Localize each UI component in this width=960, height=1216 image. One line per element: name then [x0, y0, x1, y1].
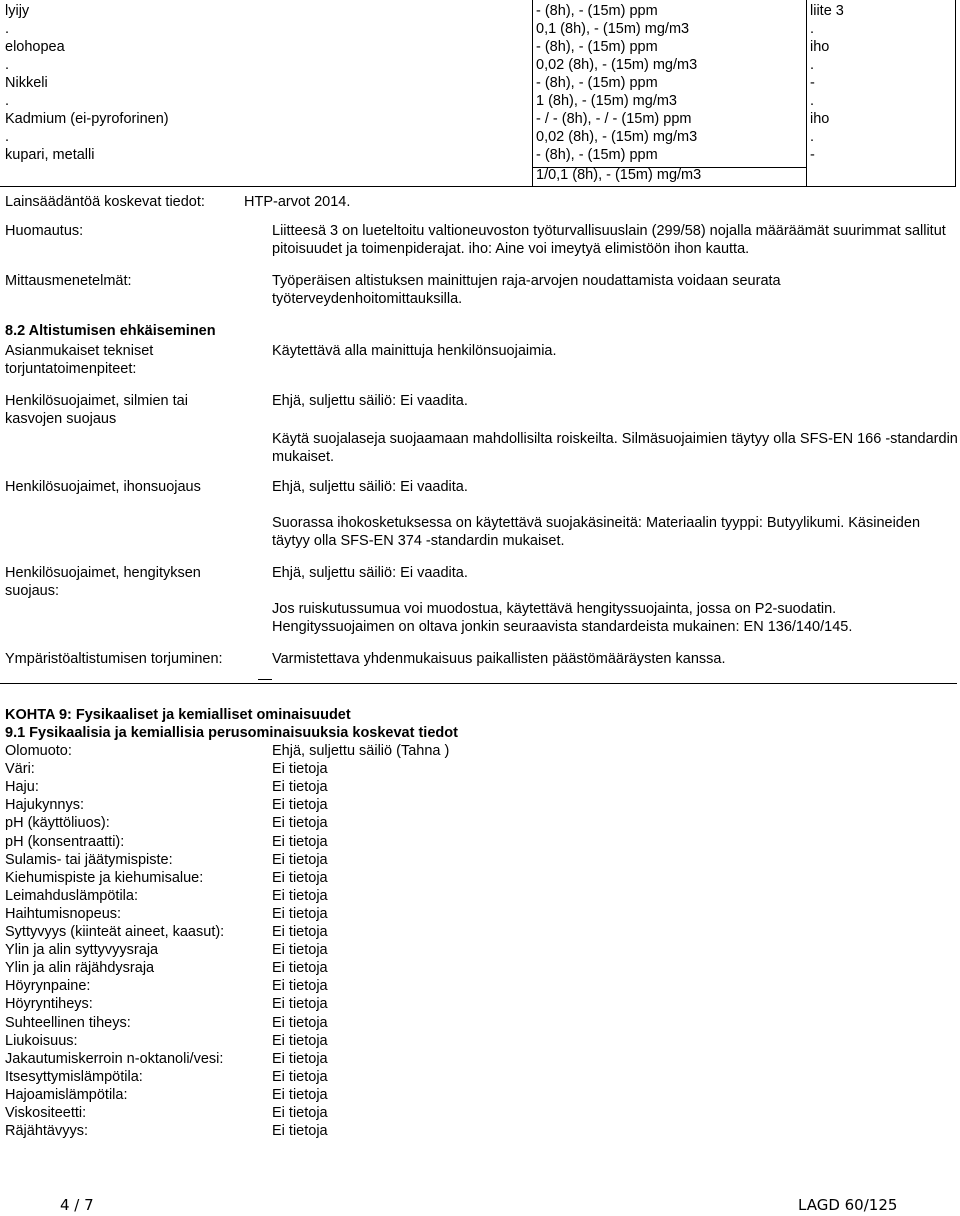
table-divider	[806, 0, 807, 186]
respiratory-protection-text-2: Jos ruiskutussumua voi muodostua, käytettävä hengityssuojainta, jossa on P2-suodatin. Hengityssuojaimen on oltava jonkin seuraavista standardeista mukainen: EN 136/140/145.	[272, 601, 853, 635]
property-value: Ei tietoja	[272, 761, 328, 778]
section-8-2-heading: 8.2 Altistumisen ehkäiseminen	[5, 323, 216, 339]
property-value: Ei tietoja	[272, 779, 328, 796]
property-label: Räjähtävyys:	[5, 1123, 89, 1140]
property-value: Ei tietoja	[272, 869, 328, 886]
property-label: pH (käyttöliuos):	[5, 815, 110, 832]
property-value: Ei tietoja	[272, 887, 328, 904]
limit-value: 1 (8h), - (15m) mg/m3	[536, 93, 677, 109]
limit-value: 0,02 (8h), - (15m) mg/m3	[536, 57, 698, 73]
methods-text: Työperäisen altistuksen mainittujen raja-arvojen noudattamista voidaan seurata työterveydenhoitomittauksilla.	[272, 273, 781, 307]
limit-value: - / - (8h), - / - (15m) ppm	[536, 111, 692, 127]
table-divider	[532, 0, 533, 186]
document-id: LAGD 60/125	[798, 1196, 898, 1214]
limit-note: -	[810, 75, 815, 91]
substance-name: .	[5, 93, 10, 109]
limit-note: .	[810, 21, 815, 37]
property-value: Ei tietoja	[272, 815, 328, 832]
eye-protection-text-1: Ehjä, suljettu säiliö: Ei vaadita.	[272, 393, 468, 409]
environmental-exposure-text: Varmistettava yhdenmukaisuus paikallisten päästömääräysten kanssa.	[272, 651, 726, 667]
respiratory-protection-text-1: Ehjä, suljettu säiliö: Ei vaadita.	[272, 565, 468, 581]
property-label: Hajoamislämpötila:	[5, 1086, 128, 1103]
property-value: Ehjä, suljettu säiliö (Tahna )	[272, 743, 450, 759]
substance-name: .	[5, 21, 10, 37]
property-value: Ei tietoja	[272, 851, 328, 868]
property-value: Ei tietoja	[272, 1105, 328, 1121]
limit-value: 0,02 (8h), - (15m) mg/m3	[536, 129, 698, 145]
small-divider	[258, 679, 272, 680]
property-label: Haju:	[5, 779, 39, 796]
substance-name: Kadmium (ei-pyroforinen)	[5, 111, 169, 127]
legislation-label: Lainsäädäntöä koskevat tiedot:	[5, 194, 205, 210]
limit-note: .	[810, 93, 815, 109]
limit-note: .	[810, 129, 815, 145]
property-value: Ei tietoja	[272, 1123, 328, 1140]
property-label: Haihtumisnopeus:	[5, 905, 122, 922]
technical-measures-label: Asianmukaiset tekniset torjuntatoimenpiteet:	[5, 343, 154, 377]
property-label: Olomuoto:	[5, 743, 72, 759]
limit-note: liite 3	[810, 3, 844, 19]
property-label: Sulamis- tai jäätymispiste:	[5, 851, 173, 868]
property-label: Suhteellinen tiheys:	[5, 1014, 131, 1031]
substance-name: elohopea	[5, 39, 65, 55]
section-divider	[0, 683, 957, 684]
property-value: Ei tietoja	[272, 1068, 328, 1085]
substance-name: .	[5, 57, 10, 73]
limit-value: - (8h), - (15m) ppm	[536, 147, 658, 163]
property-value: Ei tietoja	[272, 960, 328, 977]
property-label: Jakautumiskerroin n-oktanoli/vesi:	[5, 1050, 224, 1067]
limit-value: 1/0,1 (8h), - (15m) mg/m3	[536, 167, 702, 183]
notice-text: Liitteesä 3 on lueteltoitu valtioneuvoston työturvallisuuslain (299/58) nojalla määräämät suurimmat sallitut pitoisuudet ja toimenpiderajat. iho: Aine voi imeytyä elimistöön ihon kautta.	[272, 223, 946, 257]
skin-protection-text-1: Ehjä, suljettu säiliö: Ei vaadita.	[272, 479, 468, 495]
property-label: pH (konsentraatti):	[5, 833, 125, 850]
legislation-value: HTP-arvot 2014.	[244, 194, 351, 210]
limit-value: - (8h), - (15m) ppm	[536, 3, 658, 19]
limit-value: - (8h), - (15m) ppm	[536, 39, 658, 55]
property-value: Ei tietoja	[272, 905, 328, 922]
skin-protection-text-2: Suorassa ihokosketuksessa on käytettävä suojakäsineitä: Materiaalin tyyppi: Butyylikumi. Käsineiden täytyy olla SFS-EN 374 -standardin mukaiset.	[272, 515, 921, 549]
limit-note: .	[810, 57, 815, 73]
property-label: Syttyvyys (kiinteät aineet, kaasut):	[5, 924, 225, 940]
substance-name: kupari, metalli	[5, 147, 95, 163]
technical-measures-text: Käytettävä alla mainittuja henkilönsuojaimia.	[272, 343, 557, 359]
notice-label: Huomautus:	[5, 223, 84, 239]
property-value: Ei tietoja	[272, 1032, 328, 1049]
limit-note: iho	[810, 39, 830, 55]
environmental-exposure-label: Ympäristöaltistumisen torjuminen:	[5, 651, 223, 667]
property-label: Hajukynnys:	[5, 797, 84, 814]
property-value: Ei tietoja	[272, 924, 328, 940]
property-label: Viskositeetti:	[5, 1105, 87, 1121]
property-value: Ei tietoja	[272, 1086, 328, 1103]
property-label: Leimahduslämpötila:	[5, 887, 138, 904]
section-9-1-subheading: 9.1 Fysikaalisia ja kemiallisia perusominaisuuksia koskevat tiedot	[5, 725, 458, 741]
property-value: Ei tietoja	[272, 833, 328, 850]
limit-value: - (8h), - (15m) ppm	[536, 75, 658, 91]
substance-name: Nikkeli	[5, 75, 48, 91]
property-value: Ei tietoja	[272, 1014, 328, 1031]
respiratory-protection-label: Henkilösuojaimet, hengityksen suojaus:	[5, 565, 201, 599]
substance-name: lyijy	[5, 3, 30, 19]
skin-protection-label: Henkilösuojaimet, ihonsuojaus	[5, 479, 201, 495]
property-value: Ei tietoja	[272, 978, 328, 995]
property-label: Höyrynpaine:	[5, 978, 91, 995]
property-label: Väri:	[5, 761, 35, 778]
property-label: Höyryntiheys:	[5, 996, 93, 1013]
methods-label: Mittausmenetelmät:	[5, 273, 132, 289]
property-value: Ei tietoja	[272, 1050, 328, 1067]
property-label: Itsesyttymislämpötila:	[5, 1068, 143, 1085]
property-label: Kiehumispiste ja kiehumisalue:	[5, 869, 204, 886]
property-label: Ylin ja alin räjähdysraja	[5, 960, 155, 977]
limit-note: iho	[810, 111, 830, 127]
property-value: Ei tietoja	[272, 942, 328, 959]
substance-name: .	[5, 129, 10, 145]
eye-protection-text-2: Käytä suojalaseja suojaamaan mahdollisilta roiskeilta. Silmäsuojaimien täytyy olla SFS-EN 166 -standardin mukaiset.	[272, 431, 958, 465]
property-label: Liukoisuus:	[5, 1032, 78, 1049]
eye-protection-label: Henkilösuojaimet, silmien tai kasvojen suojaus	[5, 393, 188, 427]
property-value: Ei tietoja	[272, 797, 328, 814]
section-9-heading: KOHTA 9: Fysikaaliset ja kemialliset ominaisuudet	[5, 707, 351, 723]
limit-value: 0,1 (8h), - (15m) mg/m3	[536, 21, 690, 37]
property-label: Ylin ja alin syttyvyysraja	[5, 942, 159, 959]
page-number: 4 / 7	[60, 1196, 94, 1214]
limit-note: -	[810, 147, 815, 163]
property-value: Ei tietoja	[272, 996, 328, 1013]
